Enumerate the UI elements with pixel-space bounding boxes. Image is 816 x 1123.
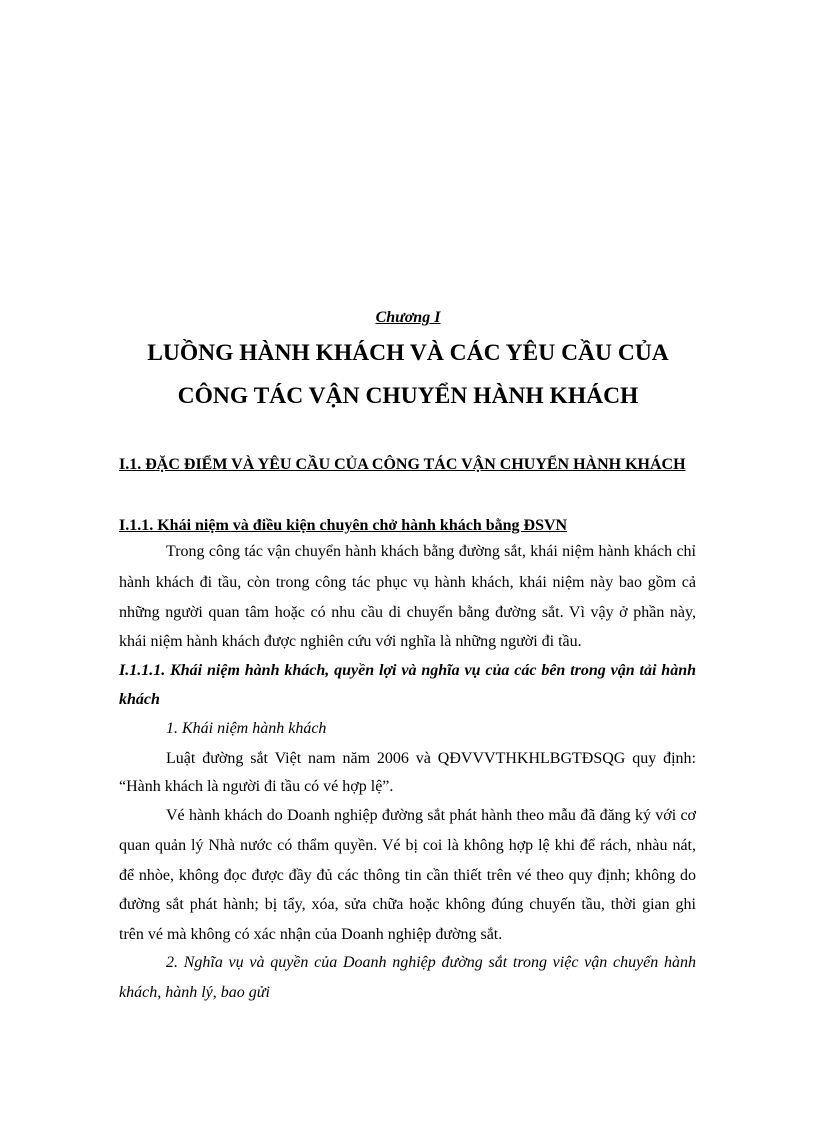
heading-4-line-1: I.1.1.1. Khái niệm hành khách, quyền lợi và nghĩa vụ của các bên trong vận tải hành [119,662,696,679]
subsection-heading: I.1.1. Khái niệm và điều kiện chuyên chở hành khách bằng ĐSVN [119,517,568,534]
paragraph-3-line-3: để nhòe, không đọc được đầy đủ các thông tin cần thiết trên vé theo quy định; không do [119,867,696,884]
paragraph-3-line-5: trên vé mà không có xác nhận của Doanh nghiệp đường sắt. [119,926,503,943]
chapter-title-line-1: LUỒNG HÀNH KHÁCH VÀ CÁC YÊU CẦU CỦA [147,340,669,366]
paragraph-1-line-1: Trong công tác vận chuyển hành khách bằng đường sắt, khái niệm hành khách chỉ [166,543,696,560]
paragraph-2-line-1: Luật đường sắt Việt nam năm 2006 và QĐVVVTHKHLBGTĐSQG quy định: [166,750,696,767]
paragraph-1-line-2: hành khách đi tầu, còn trong công tác phục vụ hành khách, khái niệm này bao gồm cả [119,574,696,591]
heading-4-line-2: khách [119,691,160,708]
chapter-label: Chương I [375,309,441,326]
list-item-2-heading-line-1: 2. Nghĩa vụ và quyền của Doanh nghiệp đường sắt trong việc vận chuyển hành [166,954,696,971]
list-item-1-heading: 1. Khái niệm hành khách [166,720,327,737]
paragraph-2-line-2: “Hành khách là người đi tầu có vé hợp lệ”. [119,778,394,795]
paragraph-1-line-4: khái niệm hành khách được nghiên cứu với nghĩa là những người đi tầu. [119,633,582,650]
paragraph-1-line-3: những người quan tâm hoặc có nhu cầu di chuyển bằng đường sắt. Vì vậy ở phần này, [119,604,696,621]
list-item-2-heading-line-2: khách, hành lý, bao gửi [119,984,270,1001]
paragraph-3-line-4: đường sắt phát hành; bị tẩy, xóa, sửa chữa hoặc không đúng chuyến tầu, thời gian ghi [119,896,696,913]
paragraph-3-line-2: quan quản lý Nhà nước có thẩm quyền. Vé bị coi là không hợp lệ khi để rách, nhàu nát, [119,837,696,854]
section-heading: I.1. ĐẶC ĐIỂM VÀ YÊU CẦU CỦA CÔNG TÁC VẬN CHUYỂN HÀNH KHÁCH [119,456,686,473]
paragraph-3-line-1: Vé hành khách do Doanh nghiệp đường sắt phát hành theo mẫu đã đăng ký với cơ [166,807,696,824]
chapter-title-line-2: CÔNG TÁC VẬN CHUYỂN HÀNH KHÁCH [177,383,639,409]
